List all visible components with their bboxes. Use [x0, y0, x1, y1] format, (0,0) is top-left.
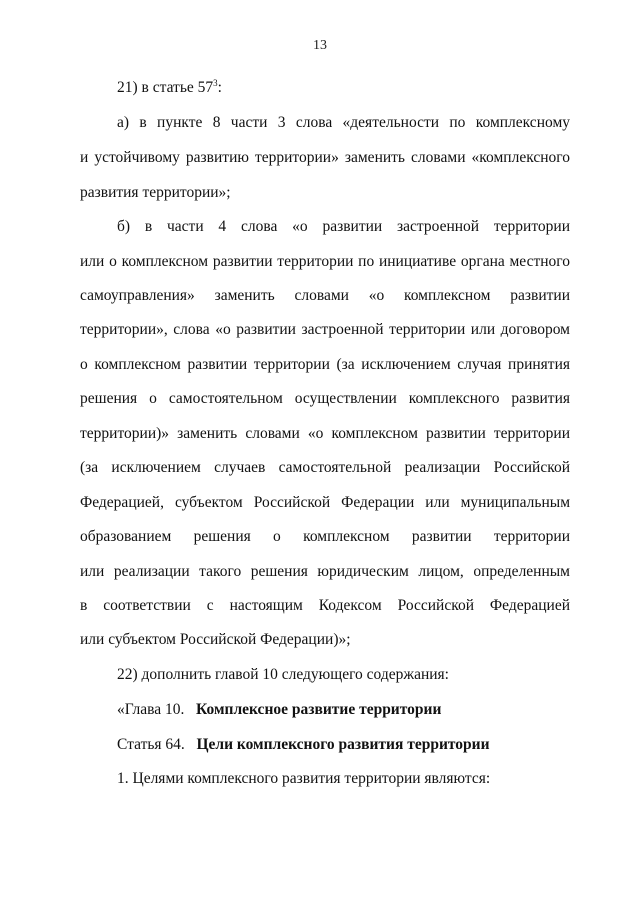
paragraph-b-line: или реализации такого решения юридическим лицом, определенным [80, 563, 570, 580]
clause-1: 1. Целями комплексного развития территории являются: [117, 770, 491, 787]
paragraph-b-line: территории)» заменить словами «о комплексном развитии территории [80, 425, 570, 442]
item-21-text: 21) в статье 57 [117, 79, 214, 96]
paragraph-b-line: территории», слова «о развитии застроенной территории или договором [80, 321, 570, 338]
paragraph-b-line: в соответствии с настоящим Кодексом Российской Федерацией [80, 597, 570, 614]
article-title: Цели комплексного развития территории [196, 736, 490, 753]
item-21-superscript: 3 [213, 77, 218, 88]
paragraph-b-line: образованием решения о комплексном развитии территории [80, 528, 570, 545]
item-21-suffix: : [217, 79, 222, 96]
paragraph-a-line: а) в пункте 8 части 3 слова «деятельности по комплексному [117, 114, 570, 131]
item-21-line [117, 78, 570, 98]
page-number: 13 [313, 38, 327, 53]
paragraph-b-line: б) в части 4 слова «о развитии застроенной территории [117, 218, 570, 235]
paragraph-b-line: (за исключением случаев самостоятельной реализации Российской [80, 459, 570, 476]
chapter-title: Комплексное развитие территории [196, 701, 442, 718]
paragraph-b-line: решения о самостоятельном осуществлении комплексного развития [80, 390, 570, 407]
article-number: Статья 64. [117, 736, 185, 753]
paragraph-b-line: или субъектом Российской Федерации)»; [80, 631, 351, 648]
paragraph-a-line: развития территории»; [80, 184, 231, 201]
paragraph-b-line: или о комплексном развитии территории по инициативе органа местного [80, 253, 570, 270]
chapter-number: «Глава 10. [117, 701, 185, 718]
paragraph-b-line: самоуправления» заменить словами «о комплексном развитии [80, 287, 570, 304]
item-22: 22) дополнить главой 10 следующего содержания: [117, 666, 449, 683]
article-heading [117, 735, 570, 755]
paragraph-b-line: о комплексном развитии территории (за исключением случая принятия [80, 356, 570, 373]
paragraph-a-line: и устойчивому развитию территории» заменить словами «комплексного [80, 149, 570, 166]
chapter-heading [117, 700, 570, 720]
paragraph-b-line: Федерацией, субъектом Российской Федерации или муниципальным [80, 494, 570, 511]
